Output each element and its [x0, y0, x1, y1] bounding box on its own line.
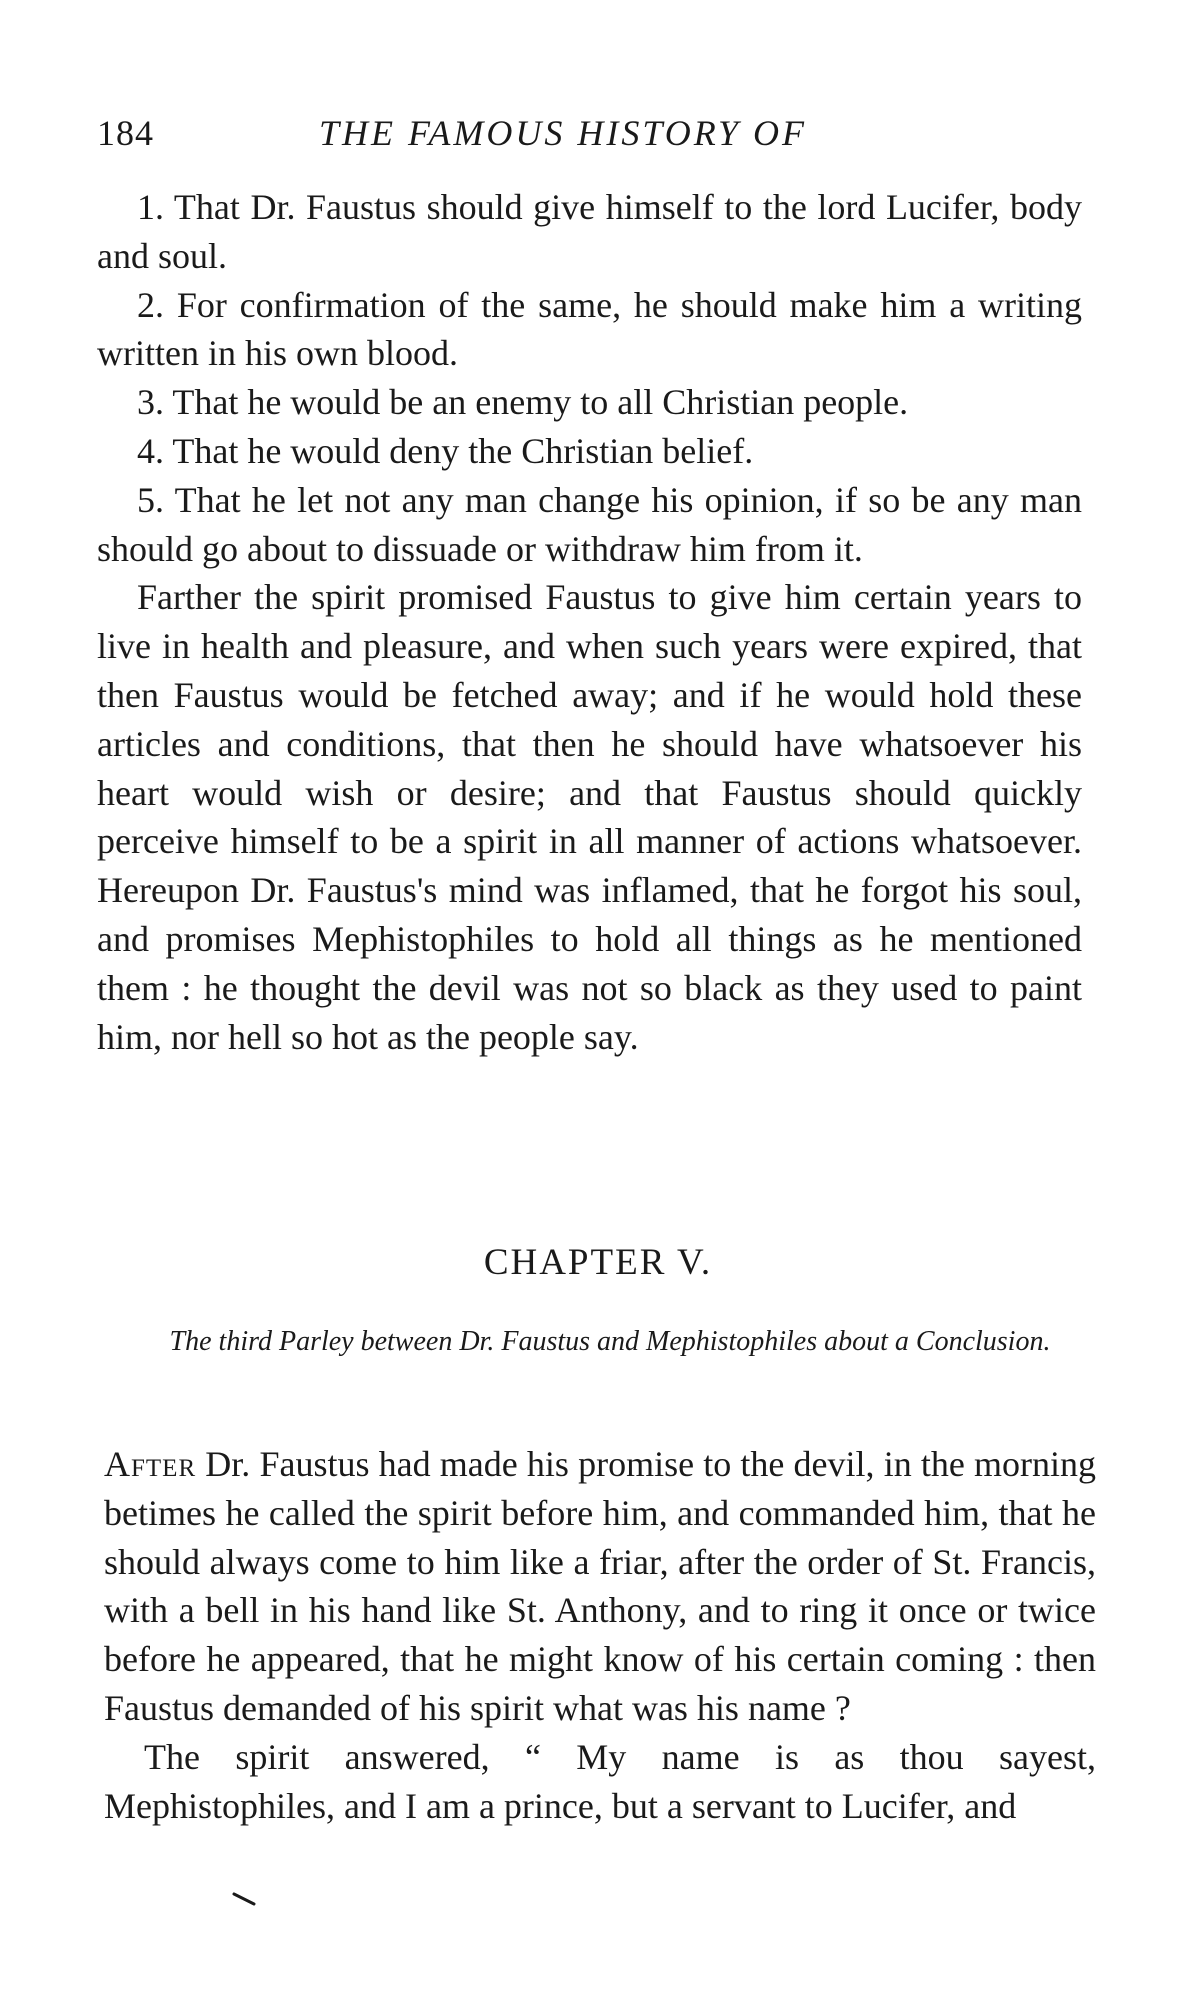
chapter-body [104, 1440, 1096, 1830]
running-head [97, 108, 1082, 158]
paragraph-spirit: The spirit answered, “ My name is as thou sayest, Mephistophiles, and I am a prince, but a servant to Lucifer, and [104, 1736, 1096, 1826]
page-number: 184 [97, 113, 154, 153]
ink-mark-icon [232, 1892, 258, 1906]
articles-section [97, 183, 1082, 1061]
article-5: 5. That he let not any man change his opinion, if so be any man should go about to dissuade or withdraw him from it. [97, 479, 1082, 569]
paragraph-lead-word: After [104, 1444, 197, 1484]
chapter-heading: CHAPTER V. [483, 1242, 713, 1283]
paragraph-farther: Farther the spirit promised Faustus to give him certain years to live in health and pleasure, and when such years were expired, that then Faustus would be fetched away; and if he would hold these articles and conditions, that then he should have whatsoever his heart would wish or desire; and that Faustus should quickly perceive himself to be a spirit in all manner of actions whatsoever. Hereupon Dr. Faustus's mind was inflamed, that he forgot his soul, and promises Mephistophiles to hold all things as he mentioned them : he thought the devil was not so black as they used to paint him, nor hell so hot as the people say. [97, 577, 1082, 1057]
paragraph-after-text: Dr. Faustus had made his promise to the devil, in the morning betimes he called the spirit before him, and commanded him, that he should always come to him like a friar, after the order of St. Francis, with a bell in his hand like St. Anthony, and to ring it once or twice before he appeared, that he might know of his certain coming : then Faustus demanded of his spirit what was his name ? [104, 1444, 1096, 1728]
article-1: 1. That Dr. Faustus should give himself to the lord Lucifer, body and soul. [97, 187, 1082, 276]
article-4: 4. That he would deny the Christian belief. [137, 430, 754, 471]
chapter-subtitle: The third Parley between Dr. Faustus and Mephistophiles about a Conclusion. [169, 1326, 1051, 1357]
article-2: 2. For confirmation of the same, he should make him a writing written in his own blood. [97, 284, 1082, 374]
running-title: THE FAMOUS HISTORY OF [319, 113, 808, 153]
paragraph-after [104, 1440, 1096, 1733]
article-3: 3. That he would be an enemy to all Christian people. [137, 382, 909, 423]
